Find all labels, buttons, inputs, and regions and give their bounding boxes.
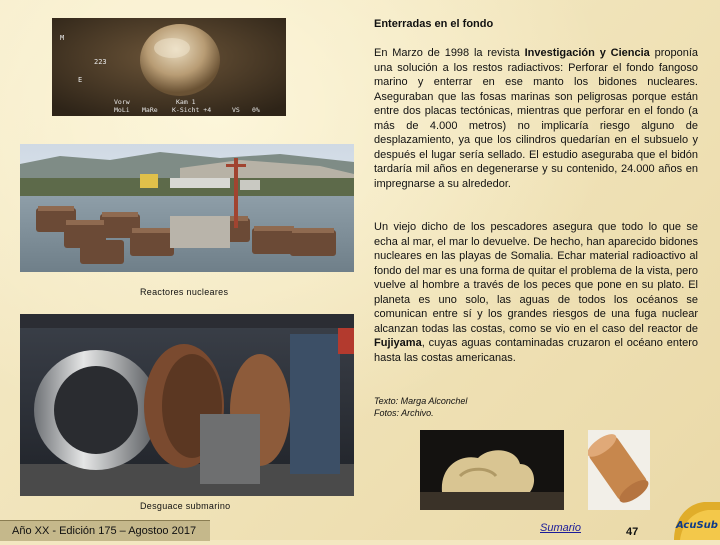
paragraph-2 bbox=[374, 220, 698, 365]
overlay-text: K-Sicht +4 bbox=[172, 106, 212, 114]
nuclear-reactors-photo bbox=[20, 144, 354, 272]
overlay-text: Vorw bbox=[114, 98, 130, 106]
acusub-logo bbox=[664, 498, 720, 540]
reactors-caption: Reactores nucleares bbox=[140, 287, 229, 297]
overlay-text: 0% bbox=[252, 106, 260, 114]
logo-text: AcuSub bbox=[676, 520, 718, 531]
text-span: Un viejo dicho de los pescadores asegura que todo lo que se echa al mar, el mar lo devuelve. De hecho, han aparecido bidones nucleares en las playas de Somalia. Echar material radioactivo al fondo del mar es una forma de quitar el problema de la vista, pero vuelve al hombre a través de los peces que pone en su plato. El planeta es uno solo, las aguas de todos los océanos se comunican entre sí y los grandes riesgos de una fuga nuclear alcanzan todas las costas, como se vio en el caso del reactor de bbox=[374, 221, 698, 335]
footer-edition-bar bbox=[0, 520, 210, 541]
summary-link[interactable]: Sumario bbox=[540, 522, 581, 534]
barrel-cylinder-photo bbox=[588, 430, 650, 510]
overlay-text: M bbox=[60, 34, 65, 42]
photo-credit: Fotos: Archivo. bbox=[374, 408, 434, 418]
underwater-barrel-photo bbox=[52, 18, 286, 116]
text-span: , cuyas aguas contaminadas cruzaron el océano entero hasta las costas americanas. bbox=[374, 337, 698, 364]
overlay-text: VS bbox=[232, 106, 240, 114]
overlay-text: MaRe bbox=[142, 106, 158, 114]
dismantle-caption: Desguace submarino bbox=[140, 501, 231, 511]
magazine-name: Investigación y Ciencia bbox=[524, 47, 650, 59]
overlay-text: 223 bbox=[94, 58, 107, 66]
text-span: proponía una solución a los restos radiactivos: Perforar el fondo fangoso marino y enterrar en ese manto los bidones nucleares. Aseguraban que las fosas marinas son peligrosas porque están entre dos placas tectónicas, mientras que perforar en el fondo (a más de 4.000 metros) no implicaría riesgo alguno de desplazamiento, ya que los cilindros quedarían en el subsuelo y después el lugar sería sellado. El estudio aseguraba que el bidón tardaría mil años en degenerarse y su contenido, 24.000 años en impregnarse a su alrededor. bbox=[374, 47, 699, 190]
overlay-text: MoLi bbox=[114, 106, 130, 114]
credits bbox=[374, 395, 467, 419]
text-span: En Marzo de 1998 la revista bbox=[374, 47, 525, 59]
edition-label: Año XX - Edición 175 – Agostoo 2017 bbox=[12, 525, 197, 537]
seafloor-sponge-photo bbox=[420, 430, 564, 510]
submarine-dismantling-photo bbox=[20, 314, 354, 496]
overlay-text: E bbox=[78, 76, 83, 84]
reactor-name: Fujiyama bbox=[374, 337, 422, 349]
article-title: Enterradas en el fondo bbox=[374, 18, 494, 30]
overlay-text: Kam 1 bbox=[176, 98, 196, 106]
text-credit: Texto: Marga Alconchel bbox=[374, 396, 468, 406]
page-number: 47 bbox=[626, 526, 639, 538]
paragraph-1 bbox=[374, 46, 698, 191]
